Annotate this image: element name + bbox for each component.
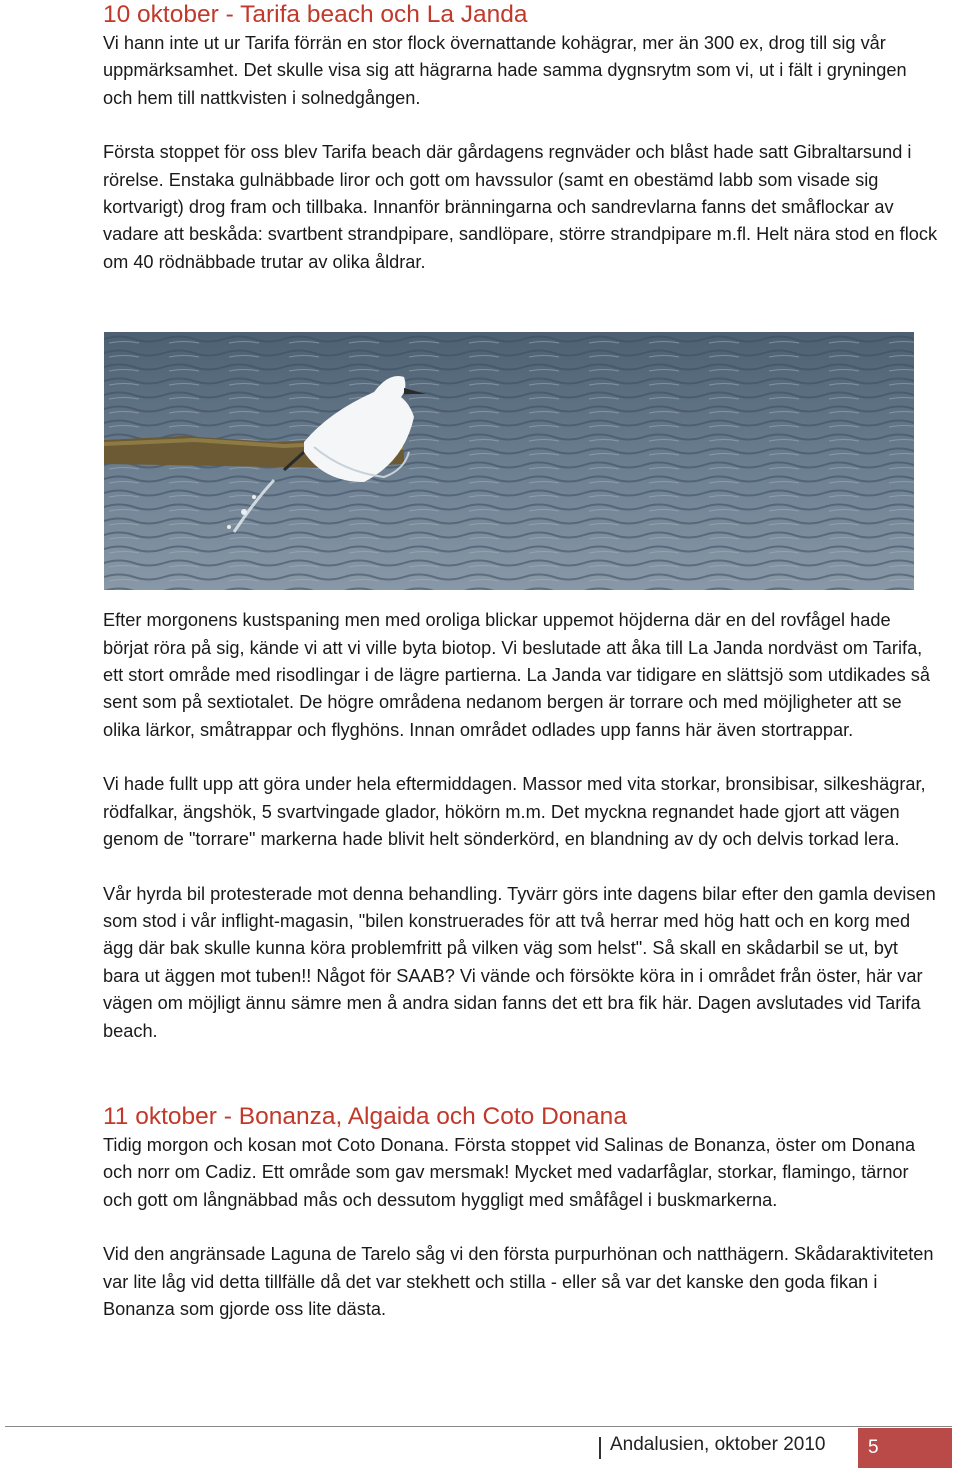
paragraph-la-janda: Efter morgonens kustspaning men med oroliga blickar uppemot höjderna där en del rovfågel hade börjat röra på sig, kände vi att vi ville byta biotop. Vi beslutade att åka till La Janda nordväst om Tarifa, ett stort område med risodlingar i de lägre partierna. La Janda var tidigare en slättsjö som utdikades så sent som på sextiotalet. De högre områdena nedanom bergen är torrare och med möjligheter att se olika lärkor, småtrappar och flyghöns. Innan området odlades upp fanns här även stortrappar. bbox=[103, 610, 930, 740]
paragraph-laguna-tarelo: Vid den angränsade Laguna de Tarelo såg vi den första purpurhönan och natthägern. Skådaraktiviteten var lite låg vid detta tillfälle då det var stekhett och stilla - eller så var det kanske den goda fikan i Bonanza som gjorde oss lite dästa. bbox=[103, 1244, 934, 1319]
paragraph-bonanza: Tidig morgon och kosan mot Coto Donana. Första stoppet vid Salinas de Bonanza, öster om Donana och norr om Cadiz. Ett område som gav mersmak! Mycket med vadarfåglar, storkar, flamingo, tärnor och gott om långnäbbad mås och dessutom hyggligt med småfågel i buskmarkerna. bbox=[103, 1134, 916, 1210]
footer-rule bbox=[5, 1426, 952, 1427]
section-heading-oct10: 10 oktober - Tarifa beach och La Janda bbox=[103, 1, 528, 28]
footer-title: Andalusien, oktober 2010 bbox=[610, 1434, 826, 1455]
paragraph-kohagrar: Vi hann inte ut ur Tarifa förrän en stor flock övernattande kohägrar, mer än 300 ex, drog till sig vår uppmärksamhet. Det skulle visa sig att hägrarna hade samma dygnsrytm som vi, ut i fält i gryningen och hem till nattkvisten i solnedgången. bbox=[103, 33, 907, 108]
paragraph-tarifa-beach: Första stoppet för oss blev Tarifa beach där gårdagens regnväder och blåst hade satt Gibraltarsund i rörelse. Enstaka gulnäbbade liror och gott om havssulor (samt en obestämd labb som visade sig kortvarigt) drog fram och tillbaka. Innanför bränningarna och sandrevlarna fanns det småflockar av vadare att beskåda: svartbent strandpipare, sandlöpare, större strandpipare m.fl. Helt nära stod en flock om 40 rödnäbbade trutar av olika åldrar. bbox=[103, 142, 938, 272]
footer-separator bbox=[599, 1437, 601, 1459]
paragraph-afternoon: Vi hade fullt upp att göra under hela eftermiddagen. Massor med vita storkar, bronsibisar, silkeshägrar, rödfalkar, ängshök, 5 svartvingade glador, hökörn m.m. Det myckna regnandet hade gjort att vägen genom de "torrare" markerna hade blivit helt sönderkörd, en blandning av dy och delvis torkad lera. bbox=[103, 774, 926, 850]
page-footer bbox=[0, 1424, 960, 1474]
egret-photo bbox=[104, 332, 914, 590]
paragraph-rental-car: Vår hyrda bil protesterade mot denna behandling. Tyvärr görs inte dagens bilar efter den gamla devisen som stod i vår inflight-magasin, "bilen konstruerades för att två herrar med hög hatt och en korg med ägg där bak skulle kunna köra problemfritt på vilken väg som helst". Så skall en skådarbil se ut, byt bara ut äggen mot tuben!! Något för SAAB? Vi vände och försökte köra in i området från öster, här var vägen om möjligt ännu sämre men å andra sidan fanns det ett bra fik här. Dagen avslutades vid Tarifa beach. bbox=[103, 883, 936, 1041]
page-number: 5 bbox=[858, 1428, 952, 1468]
page-content bbox=[103, 0, 938, 1323]
section-heading-oct11: 11 oktober - Bonanza, Algaida och Coto Donana bbox=[103, 1102, 627, 1130]
